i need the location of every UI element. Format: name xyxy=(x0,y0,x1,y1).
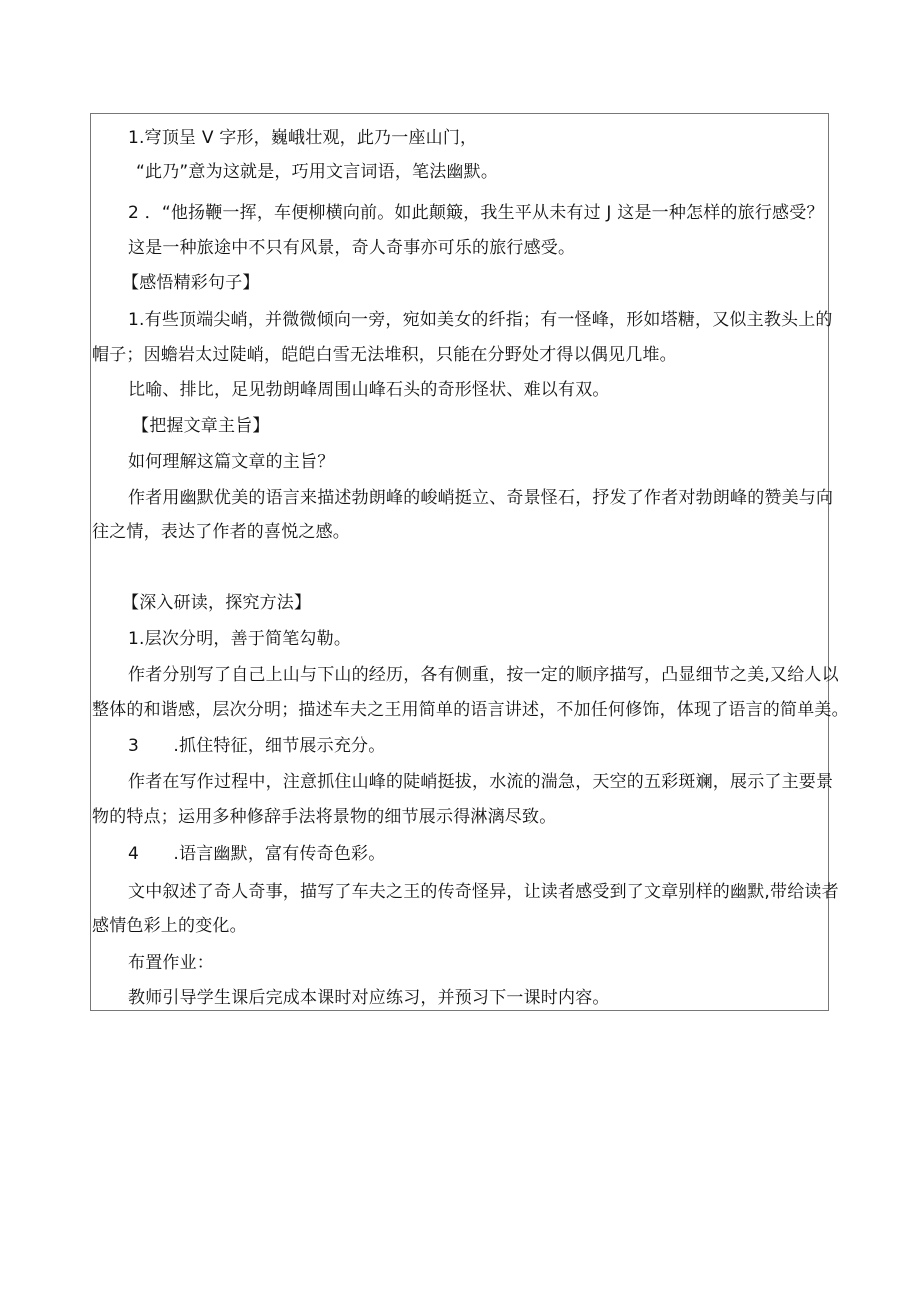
paragraph-line: 1.有些顶端尖峭，并微微倾向一旁，宛如美女的纤指；有一怪峰，形如塔糖，又似主教头上的 xyxy=(128,310,833,330)
paragraph-line: 教师引导学生课后完成本课时对应练习，并预习下一课时内容。 xyxy=(128,988,610,1008)
paragraph-line: 整体的和谐感，层次分明；描述车夫之王用简单的语言讲述，不加任何修饰，体现了语言的简单美。 xyxy=(92,700,849,720)
paragraph-line: 作者分别写了自己上山与下山的经历，各有侧重，按一定的顺序描写，凸显细节之美,又给人以 xyxy=(128,665,839,685)
paragraph-line: 物的特点；运用多种修辞手法将景物的细节展示得淋漓尽致。 xyxy=(92,807,557,827)
paragraph-line: 感情色彩上的变化。 xyxy=(92,916,247,936)
paragraph-line: 4 .语言幽默，富有传奇色彩。 xyxy=(128,844,386,864)
paragraph-line: 这是一种旅途中不只有风景，奇人奇事亦可乐的旅行感受。 xyxy=(128,238,576,258)
paragraph-line: 比喻、排比，足见勃朗峰周围山峰石头的奇形怪状、难以有双。 xyxy=(128,380,610,400)
paragraph-line: 文中叙述了奇人奇事，描写了车夫之王的传奇怪异，让读者感受到了文章别样的幽默,带给读者 xyxy=(128,882,839,902)
section-heading: 布置作业： xyxy=(128,953,214,973)
paragraph-line: “此乃”意为这就是，巧用文言词语，笔法幽默。 xyxy=(136,162,499,182)
section-heading: 【把握文章主旨】 xyxy=(132,416,270,436)
paragraph-line: 帽子；因蟾岩太过陡峭，皑皑白雪无法堆积，只能在分野处才得以偶见几堆。 xyxy=(92,345,677,365)
section-heading: 【深入研读，探究方法】 xyxy=(122,593,312,613)
paragraph-line: 3 .抓住特征，细节展示充分。 xyxy=(128,736,386,756)
section-heading: 【感悟精彩句子】 xyxy=(122,273,260,293)
paragraph-line: 1.层次分明，善于简笔勾勒。 xyxy=(128,629,352,649)
paragraph-line: 作者用幽默优美的语言来描述勃朗峰的峻峭挺立、奇景怪石，抒发了作者对勃朗峰的赞美与向 xyxy=(128,488,834,508)
paragraph-line: 2 ．“他扬鞭一挥，车便柳横向前。如此颠簸，我生平从未有过 J 这是一种怎样的旅行感受？ xyxy=(128,203,824,223)
paragraph-line: 如何理解这篇文章的主旨？ xyxy=(128,452,335,472)
paragraph-line: 往之情，表达了作者的喜悦之感。 xyxy=(92,522,350,542)
paragraph-line: 作者在写作过程中，注意抓住山峰的陡峭挺拔，水流的湍急，天空的五彩斑斓，展示了主要景 xyxy=(128,772,834,792)
paragraph-line: 1.穹顶呈 V 字形，巍峨壮观，此乃一座山门， xyxy=(128,128,478,148)
